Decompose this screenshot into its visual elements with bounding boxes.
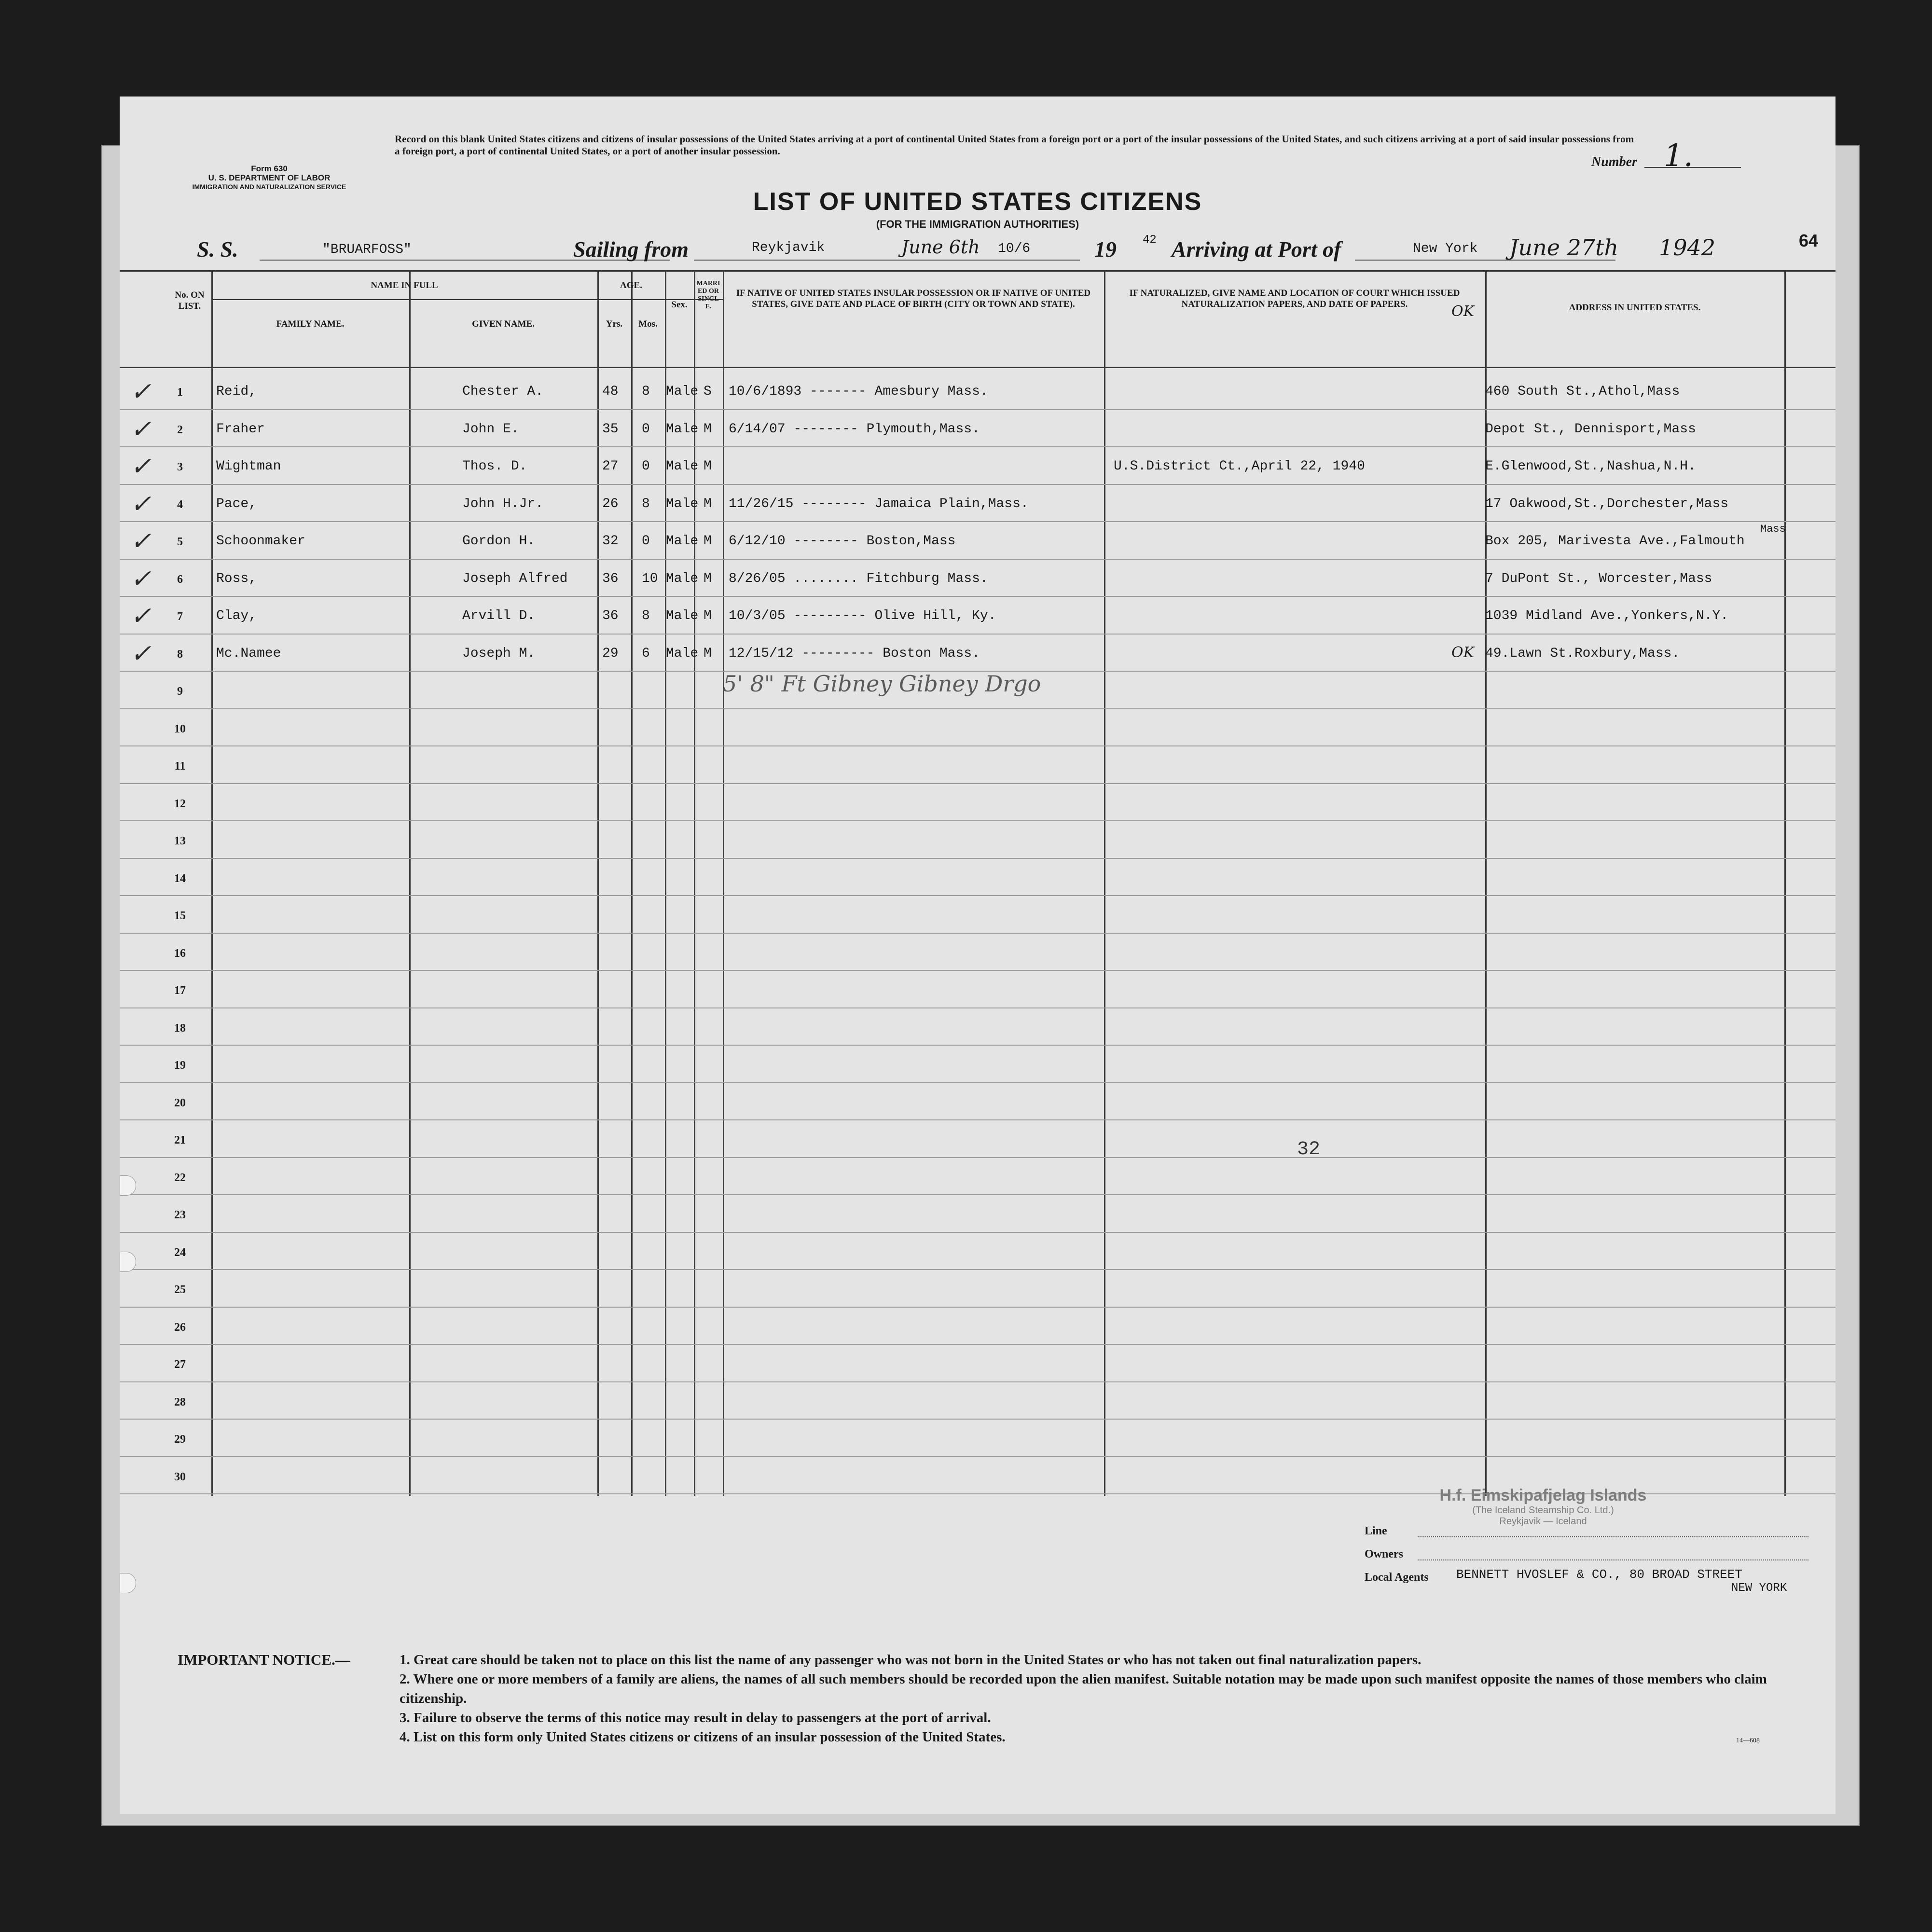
cell-naturalized: U.S.District Ct.,April 22, 1940: [1114, 459, 1365, 474]
cell-mos: 8: [642, 496, 650, 511]
check-mark: ✓: [130, 564, 152, 593]
cell-mos: 6: [642, 646, 650, 661]
row-number: 23: [174, 1209, 186, 1221]
row-rule: [120, 1157, 1835, 1158]
check-mark: ✓: [130, 452, 152, 481]
cell-ms: M: [704, 459, 712, 474]
notice-lead: IMPORTANT NOTICE.—: [178, 1651, 350, 1668]
cell-mos: 10: [642, 571, 658, 586]
row-rule: [120, 484, 1835, 485]
form-code: 14—608: [1736, 1737, 1760, 1744]
col-divider: [665, 270, 666, 1496]
passenger-table: [120, 270, 1835, 1592]
row-rule: [120, 559, 1835, 560]
row-rule: [120, 521, 1835, 522]
row-rule: [120, 1381, 1835, 1382]
notice-item: 1. Great care should be taken not to place on this list the name of any passenger who was not born in the United States or who has not taken out final naturalization papers.: [400, 1652, 1421, 1668]
cell-given: Chester A.: [462, 384, 544, 399]
row-number: 29: [174, 1433, 186, 1446]
row-rule: [120, 745, 1835, 746]
cell-given: John H.Jr.: [462, 496, 544, 511]
arrival-date-hand: June 27th: [1509, 235, 1619, 261]
stamp-line3: Reykjavik — Iceland: [1499, 1516, 1587, 1527]
cell-sex: Male: [666, 534, 699, 549]
department-name: U. S. DEPARTMENT OF LABOR: [208, 173, 331, 182]
row-number: 1: [177, 386, 183, 399]
row-number: 17: [174, 984, 186, 997]
year-suffix: 42: [1143, 234, 1157, 247]
cell-family: Mc.Namee: [216, 646, 281, 661]
row-number: 14: [174, 872, 186, 885]
row-rule: [120, 1194, 1835, 1195]
cell-sex: Male: [666, 571, 699, 586]
col-married-header: MARRIED OR SINGLE.: [696, 280, 720, 310]
cell-sex: Male: [666, 459, 699, 474]
notice-item: 2. Where one or more members of a family are aliens, the names of all such members should be recorded upon the alien manifest. Suitable notation may be made upon such manifest opposite the names of those members who claim citizenship.: [400, 1671, 1767, 1706]
col-naturalized-header: IF NATURALIZED, GIVE NAME AND LOCATION OF COURT WHICH ISSUED NATURALIZATION PAPERS, AND DATE OF PAPERS.: [1129, 288, 1460, 309]
sailing-date-typed: 10/6: [998, 241, 1031, 256]
check-mark: ✓: [130, 414, 152, 444]
row-rule: [120, 1045, 1835, 1046]
page-title: LIST OF UNITED STATES CITIZENS: [753, 188, 1202, 216]
sailing-port: Reykjavik: [752, 240, 825, 255]
cell-address: Depot St., Dennisport,Mass: [1485, 421, 1696, 437]
service-name: IMMIGRATION AND NATURALIZATION SERVICE: [192, 183, 346, 191]
row-rule: [120, 933, 1835, 934]
line-fill: [1418, 1536, 1808, 1537]
cell-family: Wightman: [216, 459, 281, 474]
row-rule: [120, 1456, 1835, 1457]
row-number: 11: [174, 760, 186, 773]
cell-yrs: 27: [602, 459, 619, 474]
table-top-border: [120, 270, 1835, 272]
row-number: 28: [174, 1395, 186, 1408]
row-rule: [120, 970, 1835, 971]
cell-mos: 0: [642, 421, 650, 437]
col-divider: [597, 270, 599, 1496]
row-rule: [120, 1307, 1835, 1308]
cell-address: E.Glenwood,St.,Nashua,N.H.: [1485, 459, 1696, 474]
row-number: 2: [177, 423, 183, 436]
cell-birth: 11/26/15 -------- Jamaica Plain,Mass.: [729, 496, 1029, 511]
col-divider: [1104, 270, 1105, 1496]
check-mark: ✓: [130, 527, 152, 556]
col-divider: [211, 270, 213, 1496]
row-number: 24: [174, 1246, 186, 1259]
stamp-line1: H.f. Eimskipafjelag Islands: [1439, 1486, 1647, 1504]
row-rule: [120, 1082, 1835, 1083]
cell-yrs: 35: [602, 421, 619, 437]
notice-items: [400, 1650, 1818, 1747]
check-mark: ✓: [130, 639, 152, 668]
cell-family: Schoonmaker: [216, 534, 305, 549]
cell-address: Box 205, Marivesta Ave.,Falmouth: [1485, 534, 1745, 549]
notice-item: 3. Failure to observe the terms of this notice may result in delay to passengers at the port of arrival.: [400, 1710, 991, 1725]
notice-item: 4. List on this form only United States citizens or citizens of an insular possession of the United States.: [400, 1729, 1006, 1745]
cell-mos: 0: [642, 459, 650, 474]
col-divider: [631, 270, 633, 1496]
owners-fill: [1418, 1559, 1808, 1560]
row-number: 21: [174, 1134, 186, 1146]
row-number: 3: [177, 461, 183, 473]
row-number: 20: [174, 1096, 186, 1109]
cell-given: Thos. D.: [462, 459, 527, 474]
number-label: Number: [1591, 154, 1637, 169]
row-number: 6: [177, 573, 183, 586]
row-rule: [120, 1119, 1835, 1120]
cell-address: 7 DuPont St., Worcester,Mass: [1485, 571, 1712, 586]
cell-sex: Male: [666, 608, 699, 623]
col-yrs-header: Yrs.: [606, 319, 623, 329]
arrival-year: 1942: [1659, 235, 1716, 261]
col-divider: [1485, 270, 1487, 1496]
col-family-header: FAMILY NAME.: [276, 319, 345, 329]
voyage-line: [120, 236, 1835, 265]
cell-ms: M: [704, 421, 712, 437]
margin-mark: OK: [1451, 303, 1475, 320]
col-no-header: No. ON LIST.: [175, 290, 205, 311]
cell-address: 49.Lawn St.Roxbury,Mass.: [1485, 646, 1680, 661]
cell-mos: 8: [642, 384, 650, 399]
cell-mos: 0: [642, 534, 650, 549]
ship-name: "BRUARFOSS": [322, 242, 412, 257]
col-divider: [694, 270, 695, 1496]
agents-value: BENNETT HVOSLEF & CO., 80 BROAD STREET: [1456, 1567, 1742, 1582]
row-rule: [120, 1269, 1835, 1270]
row-number: 13: [174, 835, 186, 847]
stamp-mark: 32: [1297, 1139, 1321, 1160]
col-birth-header: IF NATIVE OF UNITED STATES INSULAR POSSESSION OR IF NATIVE OF UNITED STATES, GIVE DATE AND PLACE OF BIRTH (CITY OR TOWN AND STATE).: [736, 288, 1091, 309]
cell-yrs: 36: [602, 571, 619, 586]
cell-sex: Male: [666, 496, 699, 511]
cell-address: 17 Oakwood,St.,Dorchester,Mass: [1485, 496, 1729, 511]
row-rule: [120, 895, 1835, 896]
cell-ms: M: [704, 496, 712, 511]
row-rule: [120, 409, 1835, 410]
row-rule: [120, 1344, 1835, 1345]
cell-birth: 10/3/05 --------- Olive Hill, Ky.: [729, 608, 996, 623]
row-rule: [120, 708, 1835, 709]
form-instructions: Record on this blank United States citizens and citizens of insular possessions of the United States arriving at a port of continental United States from a foreign port or a port of the insular possessions of the United States, and such citizens arriving at a port of said insular possessions from a foreign port, a port of continental United States, or a port of another insular possession.: [395, 133, 1634, 157]
row-number: 22: [174, 1171, 186, 1184]
cell-family: Clay,: [216, 608, 257, 623]
cell-address: 1039 Midland Ave.,Yonkers,N.Y.: [1485, 608, 1729, 623]
page-subtitle: (FOR THE IMMIGRATION AUTHORITIES): [876, 218, 1079, 230]
row-rule: [120, 446, 1835, 447]
ss-label: S. S.: [197, 237, 238, 262]
arrival-port: New York: [1413, 241, 1478, 256]
cell-family: Pace,: [216, 496, 257, 511]
cell-yrs: 32: [602, 534, 619, 549]
row-number: 18: [174, 1021, 186, 1035]
col-divider: [409, 270, 411, 1496]
arriving-label: Arriving at Port of: [1172, 237, 1341, 262]
cell-given: John E.: [462, 421, 519, 437]
cell-address-extra: Mass: [1760, 523, 1786, 535]
cell-given: Arvill D.: [462, 608, 536, 623]
header-bottom-border: [120, 367, 1835, 368]
cell-family: Reid,: [216, 384, 257, 399]
year-prefix: 19: [1094, 237, 1117, 262]
sailing-date-hand: June 6th: [901, 236, 980, 258]
stamp-line2: (The Iceland Steamship Co. Ltd.): [1472, 1505, 1614, 1516]
row-number: 8: [177, 648, 183, 661]
agents-city: NEW YORK: [1731, 1582, 1787, 1595]
agents-label: Local Agents: [1365, 1571, 1429, 1584]
row-rule: [120, 1007, 1835, 1008]
row-number: 10: [174, 722, 186, 735]
cell-family: Ross,: [216, 571, 257, 586]
row-rule: [120, 1232, 1835, 1233]
check-mark: ✓: [130, 377, 152, 406]
row-number: 26: [174, 1321, 186, 1334]
cell-sex: Male: [666, 646, 699, 661]
cell-given: Joseph Alfred: [462, 571, 568, 586]
col-address-header: ADDRESS IN UNITED STATES.: [1569, 303, 1701, 313]
col-divider: [723, 270, 724, 1496]
cell-birth: 12/15/12 --------- Boston Mass.: [729, 646, 980, 661]
number-value: 1.: [1664, 138, 1694, 174]
cell-given: Joseph M.: [462, 646, 536, 661]
row-rule: [120, 596, 1835, 597]
row-number: 12: [174, 797, 186, 810]
cell-given: Gordon H.: [462, 534, 536, 549]
cell-ms: M: [704, 571, 712, 586]
page-number: 64: [1799, 231, 1819, 250]
cell-family: Fraher: [216, 421, 265, 437]
row-number: 5: [177, 536, 183, 548]
cell-ms: M: [704, 646, 712, 661]
cell-ms: S: [704, 384, 712, 399]
cell-birth: 6/14/07 -------- Plymouth,Mass.: [729, 421, 980, 437]
cell-address: 460 South St.,Athol,Mass: [1485, 384, 1680, 399]
form-number: Form 630: [251, 164, 288, 173]
row-number: 7: [177, 610, 183, 623]
row-number: 4: [177, 498, 183, 511]
row-rule: [120, 634, 1835, 635]
col-divider: [1784, 270, 1786, 1496]
row-number: 25: [174, 1283, 186, 1296]
row-number: 9: [177, 685, 183, 698]
row-rule: [120, 783, 1835, 784]
col-mos-header: Mos.: [638, 319, 658, 329]
row-number: 27: [174, 1358, 186, 1371]
cell-birth: 8/26/05 ........ Fitchburg Mass.: [729, 571, 988, 586]
cell-yrs: 48: [602, 384, 619, 399]
cell-mos: 8: [642, 608, 650, 623]
cell-sex: Male: [666, 384, 699, 399]
cell-yrs: 29: [602, 646, 619, 661]
owners-label: Owners: [1365, 1548, 1403, 1560]
sailing-line: [694, 260, 1080, 261]
col-age-header: AGE.: [620, 280, 642, 290]
cell-yrs: 36: [602, 608, 619, 623]
margin-mark: OK: [1451, 644, 1475, 661]
sailing-label: Sailing from: [573, 237, 689, 262]
col-sex-header: Sex.: [671, 300, 688, 310]
check-mark: ✓: [130, 489, 152, 519]
cell-birth: 6/12/10 -------- Boston,Mass: [729, 534, 956, 549]
check-mark: ✓: [130, 602, 152, 631]
cell-ms: M: [704, 608, 712, 623]
cell-ms: M: [704, 534, 712, 549]
row-rule: [120, 858, 1835, 859]
row-number: 19: [174, 1059, 186, 1072]
cell-birth: 10/6/1893 ------- Amesbury Mass.: [729, 384, 988, 399]
handwritten-note: 5' 8" Ft Gibney Gibney Drgo: [723, 671, 1041, 697]
manifest-sheet: [120, 97, 1835, 1814]
row-number: 16: [174, 947, 186, 960]
line-label: Line: [1365, 1525, 1387, 1537]
cell-yrs: 26: [602, 496, 619, 511]
row-rule: [120, 820, 1835, 821]
row-number: 30: [174, 1470, 186, 1483]
col-given-header: GIVEN NAME.: [472, 319, 535, 329]
col-name-header: NAME IN FULL: [371, 280, 438, 290]
agent-stamp: [1398, 1486, 1688, 1527]
row-number: 15: [174, 910, 186, 922]
cell-sex: Male: [666, 421, 699, 437]
row-rule: [120, 1419, 1835, 1420]
